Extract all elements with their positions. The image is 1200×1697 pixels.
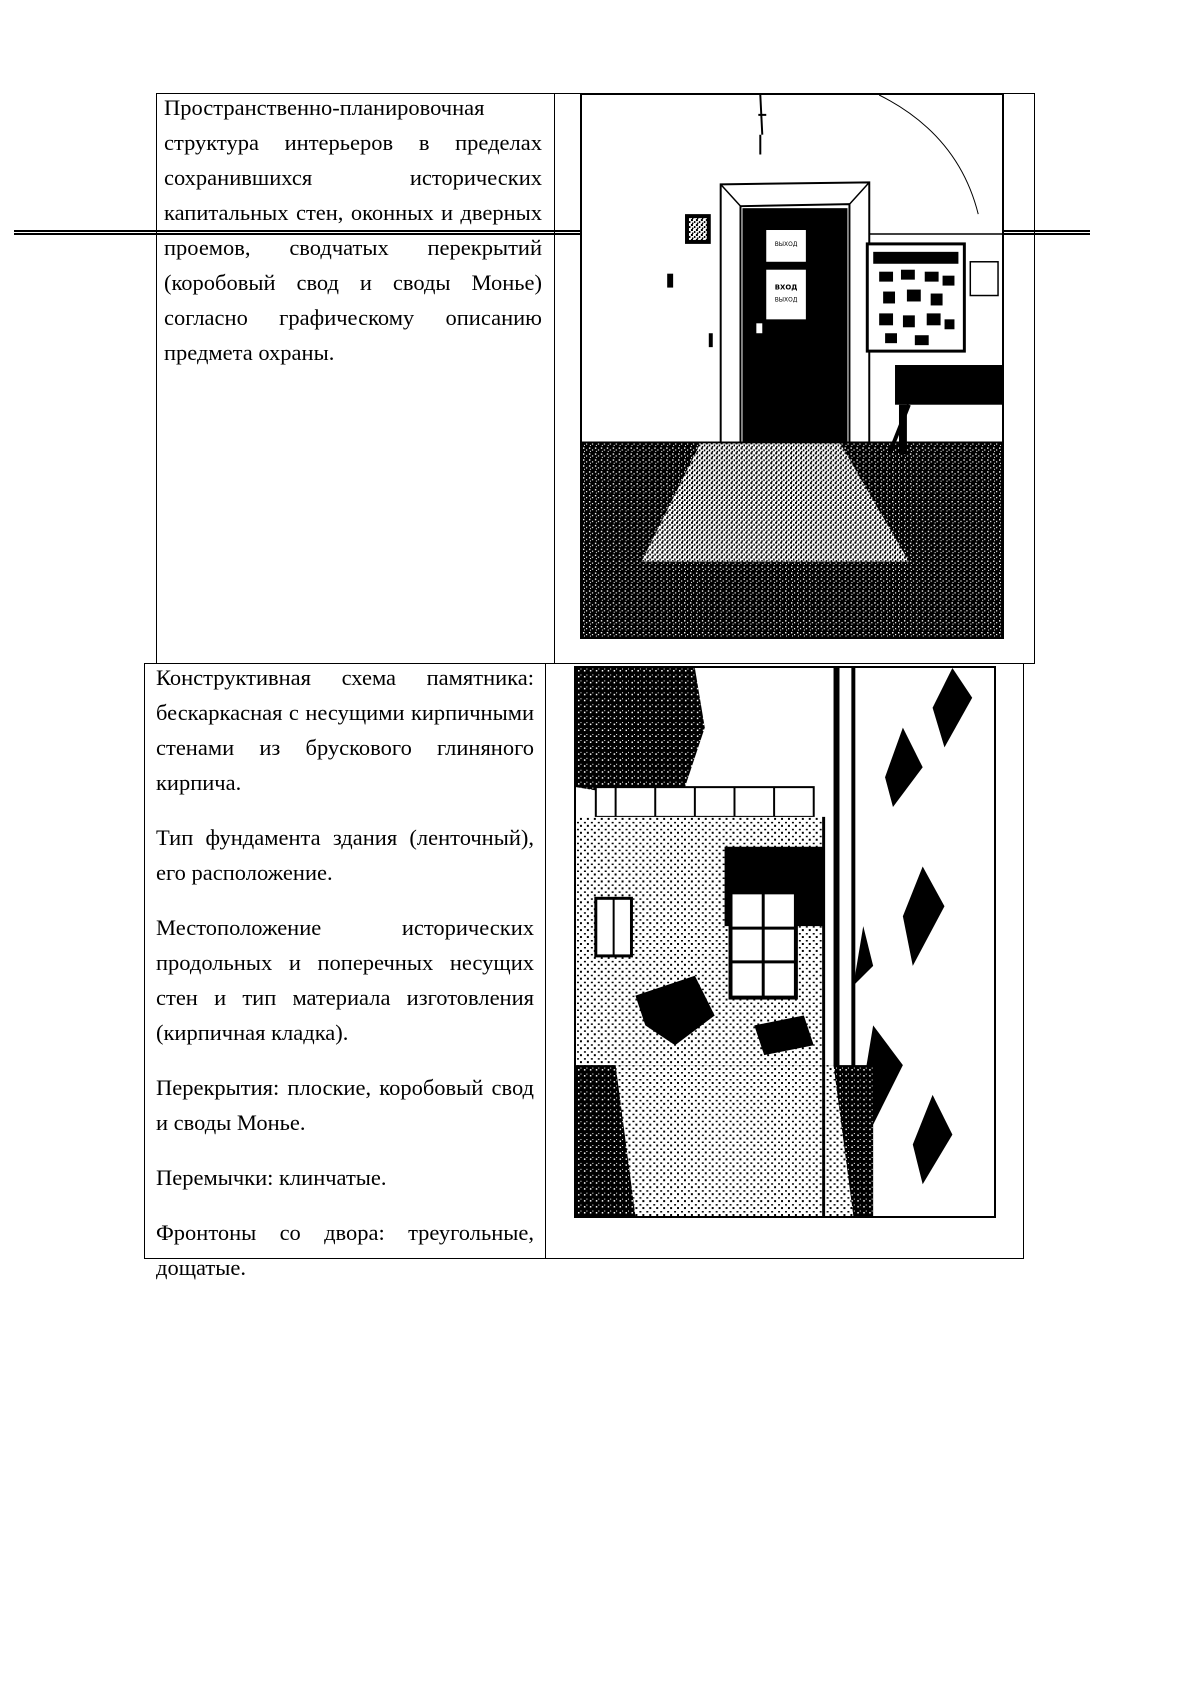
door-sign-text: ВЫХОД [774,296,798,304]
table-left-border-top [156,93,157,664]
row-2-paragraph: Фронтоны со двора: треугольные, дощатые. [156,1220,534,1280]
table-middle-border-bottom [545,663,546,1259]
table-left-border-bottom [144,663,145,1259]
row-1-description [164,90,542,390]
interior-corridor-door-photo [580,93,1004,639]
row-2-paragraph: Перемычки: клинчатые. [156,1165,387,1190]
table-right-border-bottom [1023,663,1024,1259]
row-1-paragraph: Пространственно-планировочная структура интерьеров в пределах сохранившихся исторических капитальных стен, оконных и дверных проемов, сводчатых перекрытий (коробовый свод и своды Монье) согласно графическому описанию предмета охраны. [164,95,542,365]
table-middle-border-top [554,93,555,664]
row-2-description [156,660,534,1305]
row-2-paragraph: Местоположение исторических продольных и поперечных несущих стен и тип материала изготовления (кирпичная кладка). [156,915,534,1045]
door-sign-text: ВХОД [774,283,798,292]
row-2-paragraph: Перекрытия: плоские, коробовый свод и своды Монье. [156,1075,534,1135]
door-sign-text: ВЫХОД [774,240,798,248]
brick-building-courtyard-photo [574,666,996,1218]
table-right-border-top [1034,93,1035,664]
row-2-paragraph: Конструктивная схема памятника: бескаркасная с несущими кирпичными стенами из брускового глиняного кирпича. [156,665,534,795]
row-2-paragraph: Тип фундамента здания (ленточный), его расположение. [156,825,534,885]
